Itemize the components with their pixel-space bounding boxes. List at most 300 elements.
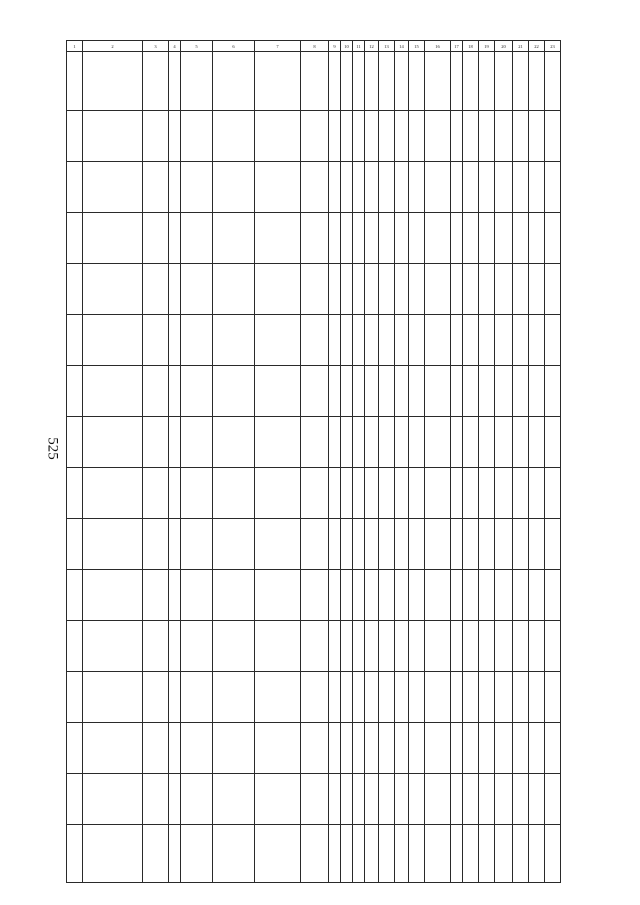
cell-v15 xyxy=(409,826,423,880)
cell-last xyxy=(545,316,559,363)
cell-v15 xyxy=(409,775,423,822)
table-cell xyxy=(67,417,83,468)
cell-last xyxy=(545,571,559,618)
table-cell xyxy=(463,366,479,417)
table-cell xyxy=(463,111,479,162)
column-number: 10 xyxy=(341,41,353,52)
cell-coords xyxy=(143,163,167,210)
cell-address xyxy=(83,214,141,261)
table-cell xyxy=(255,417,301,468)
cell-v16 xyxy=(425,53,449,108)
table-cell xyxy=(545,366,561,417)
table-row xyxy=(67,264,561,315)
table-cell xyxy=(451,315,463,366)
table-row xyxy=(67,315,561,366)
cell-c6 xyxy=(213,316,253,363)
table-cell xyxy=(169,111,181,162)
table-cell xyxy=(83,366,143,417)
table-cell xyxy=(169,315,181,366)
table-cell xyxy=(353,570,365,621)
table-cell xyxy=(365,519,379,570)
table-cell xyxy=(379,213,395,264)
cell-c8 xyxy=(301,214,327,261)
table-cell xyxy=(67,111,83,162)
table-cell xyxy=(529,264,545,315)
table-cell xyxy=(301,264,329,315)
cell-last xyxy=(545,112,559,159)
cell-c5 xyxy=(181,367,211,414)
cell-coords xyxy=(143,520,167,567)
table-cell xyxy=(545,468,561,519)
cell-c8 xyxy=(301,469,327,516)
table-cell xyxy=(451,417,463,468)
cell-row_no xyxy=(67,418,81,465)
table-cell xyxy=(213,723,255,774)
table-cell xyxy=(451,672,463,723)
cell-row_no xyxy=(67,367,81,414)
table-cell xyxy=(479,672,495,723)
table-cell xyxy=(409,774,425,825)
column-number: 15 xyxy=(409,41,425,52)
cell-c8 xyxy=(301,571,327,618)
cell-org xyxy=(255,163,299,210)
table-cell xyxy=(379,162,395,213)
table-cell xyxy=(329,519,341,570)
table-cell xyxy=(545,111,561,162)
table-cell xyxy=(463,519,479,570)
cell-address xyxy=(83,622,141,669)
column-number-row xyxy=(67,41,561,52)
table-cell xyxy=(301,162,329,213)
table-cell xyxy=(409,723,425,774)
table-cell xyxy=(67,162,83,213)
cell-v16 xyxy=(425,469,449,516)
table-cell xyxy=(169,570,181,621)
table-cell xyxy=(353,825,365,883)
table-cell xyxy=(395,111,409,162)
column-number: 21 xyxy=(513,41,529,52)
table-cell xyxy=(143,468,169,519)
cell-v14 xyxy=(395,469,407,516)
table-cell xyxy=(365,417,379,468)
cell-code xyxy=(169,469,179,516)
table-cell xyxy=(529,825,545,883)
cell-v14 xyxy=(395,53,407,108)
cell-c8 xyxy=(301,673,327,720)
table-cell xyxy=(479,417,495,468)
cell-c5 xyxy=(181,418,211,465)
table-cell xyxy=(255,366,301,417)
table-cell xyxy=(395,468,409,519)
table-row xyxy=(67,672,561,723)
cell-v14 xyxy=(395,367,407,414)
cell-v15 xyxy=(409,673,423,720)
table-cell xyxy=(409,315,425,366)
cell-v14 xyxy=(395,622,407,669)
table-cell xyxy=(301,570,329,621)
table-cell xyxy=(181,468,213,519)
cell-c5 xyxy=(181,571,211,618)
table-cell xyxy=(329,417,341,468)
table-cell xyxy=(213,570,255,621)
cell-c6 xyxy=(213,673,253,720)
table-cell xyxy=(409,52,425,111)
table-cell xyxy=(463,825,479,883)
cell-row_no xyxy=(67,163,81,210)
cell-row_no xyxy=(67,826,81,880)
cell-last xyxy=(545,214,559,261)
table-cell xyxy=(255,111,301,162)
cell-org xyxy=(255,265,299,312)
table-cell xyxy=(463,315,479,366)
table-cell xyxy=(67,52,83,111)
table-cell xyxy=(365,468,379,519)
cell-row_no xyxy=(67,673,81,720)
cell-coords xyxy=(143,469,167,516)
table-row xyxy=(67,723,561,774)
cell-c8 xyxy=(301,622,327,669)
table-cell xyxy=(513,52,529,111)
column-number: 2 xyxy=(83,41,143,52)
table-cell xyxy=(479,723,495,774)
table-cell xyxy=(513,162,529,213)
cell-address xyxy=(83,571,141,618)
table-cell xyxy=(213,825,255,883)
table-cell xyxy=(425,111,451,162)
cell-c5 xyxy=(181,53,211,108)
cell-c8 xyxy=(301,53,327,108)
table-cell xyxy=(83,570,143,621)
cell-last xyxy=(545,469,559,516)
table-cell xyxy=(83,468,143,519)
table-cell xyxy=(181,621,213,672)
cell-row_no xyxy=(67,265,81,312)
cell-v14 xyxy=(395,826,407,880)
table-cell xyxy=(143,52,169,111)
table-cell xyxy=(425,213,451,264)
cell-org xyxy=(255,571,299,618)
table-cell xyxy=(495,162,513,213)
table-cell xyxy=(479,468,495,519)
table-cell xyxy=(353,366,365,417)
table-cell xyxy=(545,162,561,213)
table-cell xyxy=(379,621,395,672)
table-cell xyxy=(513,621,529,672)
table-cell xyxy=(513,672,529,723)
table-cell xyxy=(181,52,213,111)
cell-v16 xyxy=(425,520,449,567)
cell-org xyxy=(255,826,299,880)
table-cell xyxy=(463,162,479,213)
table-cell xyxy=(545,264,561,315)
cell-c5 xyxy=(181,214,211,261)
table-cell xyxy=(479,825,495,883)
table-cell xyxy=(301,366,329,417)
cell-last xyxy=(545,163,559,210)
table-cell xyxy=(479,111,495,162)
table-cell xyxy=(301,774,329,825)
cell-c8 xyxy=(301,418,327,465)
column-number: 16 xyxy=(425,41,451,52)
table-cell xyxy=(495,672,513,723)
table-cell xyxy=(301,723,329,774)
table-cell xyxy=(67,621,83,672)
cell-c5 xyxy=(181,724,211,771)
table-cell xyxy=(529,52,545,111)
table-cell xyxy=(409,213,425,264)
cell-coords xyxy=(143,571,167,618)
table-cell xyxy=(395,774,409,825)
table-cell xyxy=(181,213,213,264)
table-cell xyxy=(479,621,495,672)
table-cell xyxy=(495,825,513,883)
cell-c5 xyxy=(181,112,211,159)
table-cell xyxy=(255,570,301,621)
cell-last xyxy=(545,622,559,669)
cell-v15 xyxy=(409,622,423,669)
cell-last xyxy=(545,775,559,822)
cell-v16 xyxy=(425,214,449,261)
column-number: 12 xyxy=(365,41,379,52)
table-cell xyxy=(169,366,181,417)
table-cell xyxy=(83,672,143,723)
cell-c6 xyxy=(213,53,253,108)
column-number: 18 xyxy=(463,41,479,52)
table-cell xyxy=(329,570,341,621)
cell-address xyxy=(83,418,141,465)
table-cell xyxy=(479,162,495,213)
table-cell xyxy=(409,366,425,417)
table-cell xyxy=(143,315,169,366)
cell-c8 xyxy=(301,163,327,210)
table-cell xyxy=(181,519,213,570)
cell-address xyxy=(83,53,141,108)
table-cell xyxy=(425,774,451,825)
cell-v15 xyxy=(409,214,423,261)
table-cell xyxy=(463,264,479,315)
cell-last xyxy=(545,53,559,108)
table-cell xyxy=(395,672,409,723)
cell-code xyxy=(169,367,179,414)
table-cell xyxy=(83,264,143,315)
table-cell xyxy=(213,519,255,570)
cell-org xyxy=(255,622,299,669)
table-cell xyxy=(545,672,561,723)
table-cell xyxy=(395,366,409,417)
cell-v16 xyxy=(425,724,449,771)
table-cell xyxy=(255,264,301,315)
cell-v14 xyxy=(395,520,407,567)
table-cell xyxy=(301,315,329,366)
table-cell xyxy=(143,570,169,621)
table-cell xyxy=(83,723,143,774)
table-cell xyxy=(463,52,479,111)
table-row xyxy=(67,468,561,519)
table-cell xyxy=(67,672,83,723)
table-cell xyxy=(379,723,395,774)
table-cell xyxy=(513,570,529,621)
cell-address xyxy=(83,724,141,771)
cell-code xyxy=(169,673,179,720)
cell-v16 xyxy=(425,673,449,720)
table-cell xyxy=(353,672,365,723)
table-cell xyxy=(495,111,513,162)
table-cell xyxy=(329,315,341,366)
table-cell xyxy=(379,366,395,417)
cell-coords xyxy=(143,53,167,108)
table-cell xyxy=(181,366,213,417)
cell-coords xyxy=(143,826,167,880)
table-cell xyxy=(181,162,213,213)
table-cell xyxy=(463,774,479,825)
cell-v16 xyxy=(425,112,449,159)
table-cell xyxy=(425,621,451,672)
table-cell xyxy=(143,621,169,672)
cell-c6 xyxy=(213,163,253,210)
cell-org xyxy=(255,724,299,771)
table-cell xyxy=(143,774,169,825)
table-cell xyxy=(409,111,425,162)
table-cell xyxy=(181,264,213,315)
cell-org xyxy=(255,418,299,465)
cell-c5 xyxy=(181,265,211,312)
column-number: 19 xyxy=(479,41,495,52)
cell-v16 xyxy=(425,571,449,618)
table-cell xyxy=(213,621,255,672)
table-cell xyxy=(143,417,169,468)
table-cell xyxy=(409,825,425,883)
table-cell xyxy=(425,570,451,621)
table-cell xyxy=(329,723,341,774)
cell-c5 xyxy=(181,316,211,363)
table-cell xyxy=(341,315,353,366)
table-cell xyxy=(529,315,545,366)
table-cell xyxy=(529,723,545,774)
table-cell xyxy=(379,519,395,570)
table-cell xyxy=(545,52,561,111)
cell-v14 xyxy=(395,214,407,261)
cell-c5 xyxy=(181,469,211,516)
table-cell xyxy=(365,723,379,774)
table-row xyxy=(67,111,561,162)
table-cell xyxy=(181,417,213,468)
cell-coords xyxy=(143,673,167,720)
table-cell xyxy=(513,111,529,162)
table-cell xyxy=(529,417,545,468)
table-cell xyxy=(545,315,561,366)
table-cell xyxy=(213,468,255,519)
table-cell xyxy=(513,264,529,315)
table-cell xyxy=(213,417,255,468)
column-number: 14 xyxy=(395,41,409,52)
table-cell xyxy=(451,825,463,883)
table-cell xyxy=(425,417,451,468)
table-cell xyxy=(83,621,143,672)
table-cell xyxy=(213,774,255,825)
cell-row_no xyxy=(67,469,81,516)
cell-v14 xyxy=(395,316,407,363)
table-cell xyxy=(545,570,561,621)
table-cell xyxy=(395,162,409,213)
table-cell xyxy=(379,111,395,162)
table-cell xyxy=(143,213,169,264)
table-cell xyxy=(379,570,395,621)
table-cell xyxy=(513,468,529,519)
column-number: 17 xyxy=(451,41,463,52)
cell-last xyxy=(545,520,559,567)
table-cell xyxy=(83,417,143,468)
cell-org xyxy=(255,112,299,159)
table-cell xyxy=(329,111,341,162)
page-number: 525 xyxy=(44,437,61,460)
table-cell xyxy=(365,213,379,264)
table-cell xyxy=(513,213,529,264)
column-number: 7 xyxy=(255,41,301,52)
cell-c5 xyxy=(181,520,211,567)
table-cell xyxy=(529,468,545,519)
cell-v15 xyxy=(409,418,423,465)
table-cell xyxy=(409,570,425,621)
table-cell xyxy=(495,417,513,468)
table-cell xyxy=(143,825,169,883)
table-cell xyxy=(529,213,545,264)
cell-v15 xyxy=(409,520,423,567)
cell-c6 xyxy=(213,469,253,516)
table-cell xyxy=(169,264,181,315)
table-cell xyxy=(143,723,169,774)
cell-code xyxy=(169,163,179,210)
table-cell xyxy=(341,570,353,621)
table-cell xyxy=(143,162,169,213)
table-cell xyxy=(341,366,353,417)
table-cell xyxy=(425,315,451,366)
table-cell xyxy=(341,468,353,519)
cell-row_no xyxy=(67,112,81,159)
table-cell xyxy=(409,519,425,570)
cell-org xyxy=(255,775,299,822)
table-cell xyxy=(365,162,379,213)
table-cell xyxy=(463,213,479,264)
cell-c8 xyxy=(301,724,327,771)
table-cell xyxy=(451,774,463,825)
table-cell xyxy=(379,52,395,111)
cell-v15 xyxy=(409,265,423,312)
cell-v14 xyxy=(395,418,407,465)
cell-address xyxy=(83,112,141,159)
table-cell xyxy=(409,162,425,213)
cell-c5 xyxy=(181,775,211,822)
cell-v16 xyxy=(425,418,449,465)
table-cell xyxy=(513,825,529,883)
table-cell xyxy=(379,468,395,519)
table-cell xyxy=(513,519,529,570)
table-cell xyxy=(213,315,255,366)
cell-c8 xyxy=(301,265,327,312)
cell-v15 xyxy=(409,112,423,159)
cell-v16 xyxy=(425,367,449,414)
column-number: 13 xyxy=(379,41,395,52)
table-row xyxy=(67,825,561,883)
table-cell xyxy=(529,621,545,672)
table-cell xyxy=(451,366,463,417)
table-cell xyxy=(181,570,213,621)
table-cell xyxy=(143,366,169,417)
cell-org xyxy=(255,469,299,516)
table-cell xyxy=(255,52,301,111)
table-cell xyxy=(365,366,379,417)
table-cell xyxy=(169,672,181,723)
table-cell xyxy=(169,621,181,672)
